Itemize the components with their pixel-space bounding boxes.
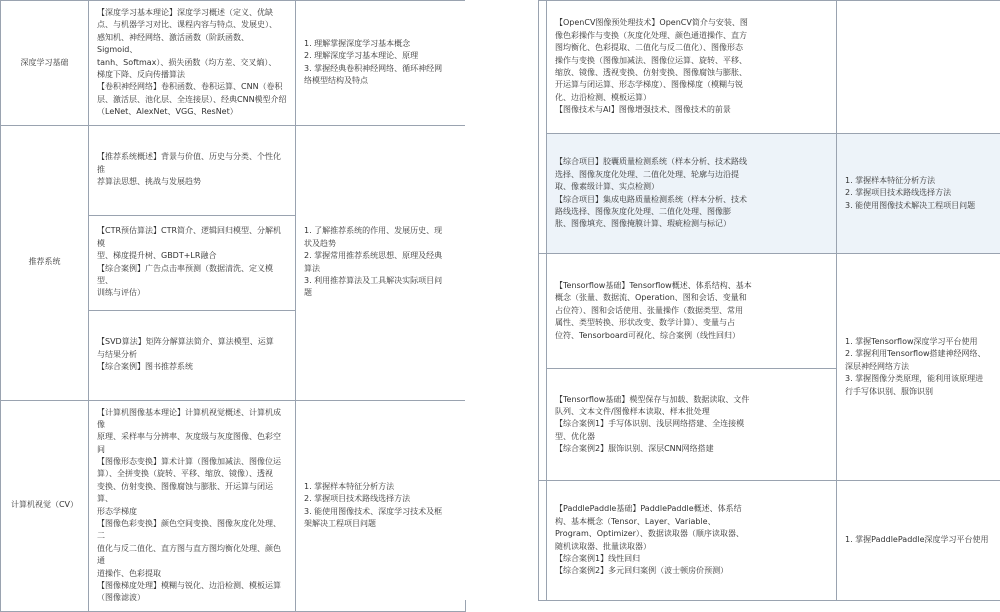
curriculum-page-right — [538, 0, 1000, 600]
content-line: 化、边沿检测、模板运算） — [555, 92, 828, 104]
content-line: 层、激活层、池化层、全连接层）、经典CNN模型介绍 — [97, 94, 287, 106]
content-line: 变换、仿射变换、图像腐蚀与膨胀、开运算与闭运算、 — [97, 481, 287, 506]
table-row — [539, 254, 1000, 369]
content-cell — [89, 310, 296, 400]
content-cell — [89, 1, 296, 126]
module-name-cell: 推荐系统 — [1, 125, 89, 400]
content-line: 像色彩操作与变换（灰度化处理、颜色通道操作、直方 — [555, 30, 828, 42]
content-line: 【综合案例1】手写体识别、浅层网络搭建、全连接模 — [555, 418, 828, 430]
content-line: 【OpenCV图像预处理技术】OpenCV简介与安装、图 — [555, 17, 828, 29]
content-line: tanh、Softmax）、损失函数（均方差、交叉熵）、 — [97, 57, 287, 69]
content-line: （图像滤波） — [97, 592, 287, 604]
content-line: 【推荐系统概述】背景与价值、历史与分类、个性化推 — [97, 151, 287, 176]
content-line: 【Tensorflow基础】Tensorflow概述、体系结构、基本 — [555, 280, 828, 292]
content-line: 【综合项目】集成电路质量检测系统（样本分析、技术 — [555, 194, 828, 206]
content-line: 与结果分析 — [97, 349, 287, 361]
content-line: 操作与变换（图像加减法、图像位运算、旋转、平移、 — [555, 55, 828, 67]
content-line: 算）、全拼变换（旋转、平移、缩放、镜像）、透视 — [97, 468, 287, 480]
content-cell — [547, 254, 837, 369]
page-gap — [465, 0, 538, 600]
content-cell — [89, 125, 296, 215]
content-line: 占位符）、图和会话使用、张量操作（数据类型、常用 — [555, 305, 828, 317]
content-line: 【图像技术与AI】图像增强技术、图像技术的前景 — [555, 104, 828, 116]
table-row — [1, 125, 466, 215]
content-line: 【综合案例1】线性回归 — [555, 553, 828, 565]
content-cell — [547, 369, 837, 481]
module-name-cell: 计算机视觉（CV） — [1, 400, 89, 611]
content-line: 路线选择、图像灰度化处理、二值化处理、图像膨 — [555, 206, 828, 218]
curriculum-table-left — [0, 0, 466, 612]
content-line: 型、梯度提升树、GBDT+LR融合 — [97, 250, 287, 262]
content-line: 取、像素级计算、实点检测） — [555, 181, 828, 193]
content-line: 属性、类型转换、形状改变、数学计算）、变量与占 — [555, 317, 828, 329]
content-line: 【图像梯度处理】模糊与锐化、边沿检测、模板运算 — [97, 580, 287, 592]
content-line: 开运算与闭运算、形态学梯度）、图像梯度（模糊与锐 — [555, 79, 828, 91]
table-row — [539, 1, 1000, 134]
content-cell — [89, 400, 296, 611]
content-line: 【综合案例2】服饰识别、深层CNN网络搭建 — [555, 443, 828, 455]
content-line: 荐算法思想、挑战与发展趋势 — [97, 176, 287, 188]
goals-cell: 1. 掌握PaddlePaddle深度学习平台使用 — [837, 481, 1000, 601]
content-line: 缩放、镜像、透视变换、仿射变换、图像腐蚀与膨胀、 — [555, 67, 828, 79]
content-line: 训练与评估） — [97, 287, 287, 299]
table-row — [539, 481, 1000, 601]
content-line: 【图像形态变换】算术计算（图像加减法、图像位运 — [97, 456, 287, 468]
content-cell — [547, 481, 837, 601]
goals-cell: 1. 掌握样本特征分析方法 2. 掌握项目技术路线选择方法 3. 能使用图像技术、深度学习技术及框 架解决工程项目问题 — [296, 400, 466, 611]
content-line: 随机读取器、批量读取器） — [555, 541, 828, 553]
module-name-cell — [539, 254, 547, 481]
goals-cell — [837, 1, 1000, 134]
goals-cell: 1. 掌握样本特征分析方法 2. 掌握项目技术路线选择方法 3. 能使用图像技术解决工程项目问题 — [837, 134, 1000, 254]
content-line: 位符、Tensorboard可视化、综合案例（线性回归） — [555, 330, 828, 342]
content-cell — [547, 1, 837, 134]
content-line: 【综合案例2】多元回归案例（波士顿房价预测） — [555, 565, 828, 577]
content-line: 感知机、神经网络、激活函数（阶跃函数、Sigmoid、 — [97, 32, 287, 57]
module-name-cell — [539, 481, 547, 601]
content-line: 胀、图像填充、图像掩膜计算、瑕疵检测与标记） — [555, 218, 828, 230]
goals-cell: 1. 掌握Tensorflow深度学习平台使用 2. 掌握利用Tensorflow搭建神经网络、 深层神经网络方法 3. 掌握图像分类原理，能利用该原理进 行手写体识别、服饰识别 — [837, 254, 1000, 481]
content-line: 梯度下降、反向传播算法 — [97, 69, 287, 81]
content-line: 【SVD算法】矩阵分解算法简介、算法模型、运算 — [97, 336, 287, 348]
module-name-cell: 深度学习基础 — [1, 1, 89, 126]
content-line: 原理、采样率与分辨率、灰度级与灰度图像、色彩空间 — [97, 431, 287, 456]
content-line: 道操作、色彩提取 — [97, 568, 287, 580]
content-line: 【综合项目】胶囊质量检测系统（样本分析、技术路线 — [555, 156, 828, 168]
content-line: 【PaddlePaddle基础】PaddlePaddle概述、体系结 — [555, 503, 828, 515]
content-line: 值化与反二值化、直方图与直方图均衡化处理、颜色通 — [97, 543, 287, 568]
content-line: 【综合案例】图书推荐系统 — [97, 361, 287, 373]
module-name-cell — [539, 1, 547, 254]
content-cell — [547, 134, 837, 254]
table-row — [539, 134, 1000, 254]
curriculum-page-left — [0, 0, 465, 600]
content-line: 构、基本概念（Tensor、Layer、Variable、 — [555, 516, 828, 528]
content-line: 点、与机器学习对比、课程内容与特点、发展史）、 — [97, 19, 287, 31]
content-line: 【综合案例】广告点击率预测（数据清洗、定义模型、 — [97, 263, 287, 288]
content-line: 【图像色彩变换】颜色空间变换、图像灰度化处理、二 — [97, 518, 287, 543]
goals-cell: 1. 了解推荐系统的作用、发展历史、现 状及趋势 2. 掌握常用推荐系统思想、原理及经典 算法 3. 利用推荐算法及工具解决实际项目问 题 — [296, 125, 466, 400]
table-row — [1, 1, 466, 126]
content-line: 【Tensorflow基础】模型保存与加载、数据读取、文件 — [555, 394, 828, 406]
content-line: 选择、图像灰度化处理、二值化处理、轮廓与边沿提 — [555, 169, 828, 181]
content-cell — [89, 215, 296, 310]
goals-cell: 1. 理解掌握深度学习基本概念 2. 理解深度学习基本理论、原理 3. 掌握经典卷积神经网络、循环神经网 络模型结构及特点 — [296, 1, 466, 126]
content-line: 【CTR预估算法】CTR简介、逻辑回归模型、分解机模 — [97, 225, 287, 250]
table-row — [1, 400, 466, 611]
content-line: 概念（张量、数据流、Operation、图和会话、变量和 — [555, 292, 828, 304]
content-line: Program、Optimizer）、数据读取器（顺序读取器、 — [555, 528, 828, 540]
content-line: 型、优化器 — [555, 431, 828, 443]
content-line: 形态学梯度 — [97, 506, 287, 518]
content-line: 【深度学习基本理论】深度学习概述（定义、优缺 — [97, 7, 287, 19]
curriculum-table-right — [538, 0, 1000, 601]
content-line: 【卷积神经网络】卷积函数、卷积运算、CNN（卷积 — [97, 81, 287, 93]
content-line: 【计算机图像基本理论】计算机视觉概述、计算机成像 — [97, 407, 287, 432]
content-line: 队列、文本文件/图像样本读取、样本批处理 — [555, 406, 828, 418]
content-line: 图均衡化、色彩提取、二值化与反二值化）、图像形态 — [555, 42, 828, 54]
content-line: （LeNet、AlexNet、VGG、ResNet） — [97, 106, 287, 118]
